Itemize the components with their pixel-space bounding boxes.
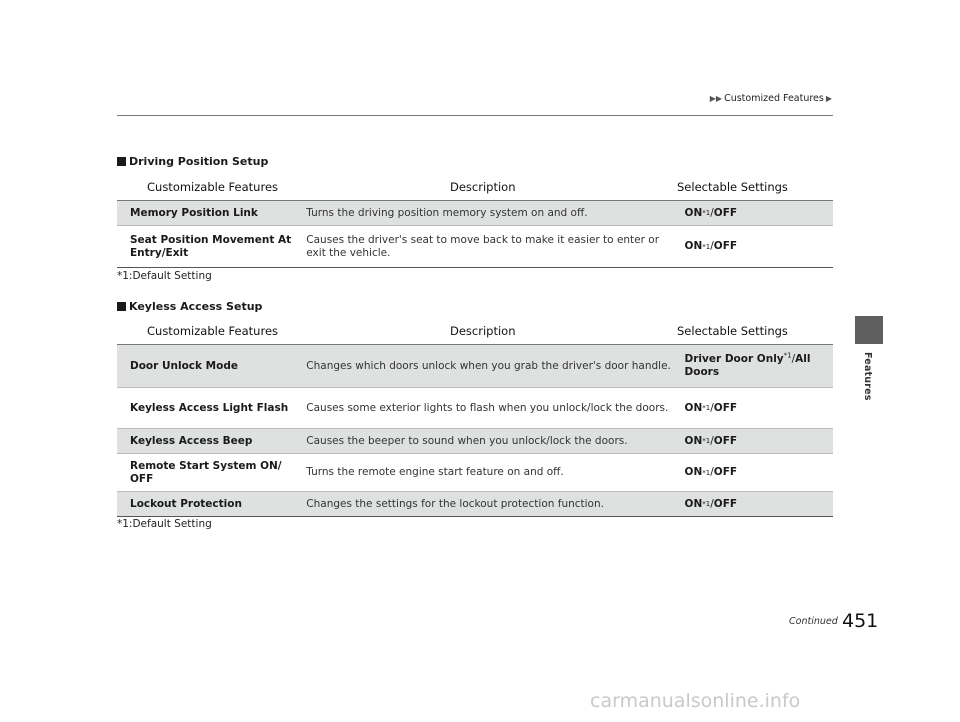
table-header [117, 176, 833, 201]
feature-description: Turns the driving position memory system on and off. [306, 206, 588, 219]
table-row [117, 454, 833, 492]
feature-description: Turns the remote engine start feature on and off. [306, 466, 564, 478]
feature-description: Changes which doors unlock when you grab the driver's door handle. [306, 359, 671, 372]
continued-label: Continued [789, 616, 838, 627]
feature-description: Causes the beeper to sound when you unlock/lock the doors. [306, 434, 628, 447]
selectable-setting: ON *1 / OFF [684, 240, 738, 252]
breadcrumb [710, 93, 832, 104]
feature-name: Keyless Access Light Flash [130, 401, 289, 414]
keyless-access-table [117, 320, 833, 517]
table-header [117, 320, 833, 345]
feature-description: Changes the settings for the lockout protection function. [306, 497, 604, 510]
column-header: Description [450, 324, 516, 338]
footnote: *1:Default Setting [117, 270, 212, 282]
feature-name: Remote Start System ON/ OFF [130, 459, 282, 485]
footnote: *1:Default Setting [117, 518, 212, 530]
table-row [117, 201, 833, 226]
triangle-right-icon: ▶ [825, 94, 832, 103]
column-header: Customizable Features [147, 180, 279, 194]
section-title-keyless-access: Keyless Access Setup [117, 300, 262, 313]
feature-name: Keyless Access Beep [130, 434, 253, 447]
breadcrumb-label: Customized Features [724, 93, 824, 104]
feature-name: Memory Position Link [130, 206, 258, 219]
selectable-setting: ON *1 / OFF [684, 497, 738, 510]
table-row [117, 492, 833, 517]
column-header: Selectable Settings [677, 180, 788, 194]
selectable-setting: ON *1 / OFF [684, 466, 738, 478]
page-number: 451 [842, 610, 879, 632]
column-header: Customizable Features [147, 324, 279, 338]
section-title-driving-position: Driving Position Setup [117, 155, 268, 168]
feature-name: Lockout Protection [130, 497, 242, 510]
column-header: Selectable Settings [677, 324, 788, 338]
selectable-setting: ON *1 / OFF [684, 206, 738, 219]
table-row [117, 345, 833, 388]
chapter-tab-marker [855, 316, 883, 344]
driving-position-table [117, 176, 833, 268]
feature-description: Causes the driver's seat to move back to make it easier to enter or exit the vehicle. [306, 233, 660, 259]
feature-name: Seat Position Movement At Entry/Exit [130, 233, 292, 259]
selectable-setting: Driver Door Only$^{*1}$/All Doors [684, 351, 811, 378]
header-divider [117, 115, 833, 116]
selectable-setting: ON *1 / OFF [684, 434, 738, 447]
column-header: Description [450, 180, 516, 194]
table-row [117, 226, 833, 268]
triangle-right-icon: ▶▶ [709, 94, 723, 103]
feature-description: Causes some exterior lights to flash when you unlock/lock the doors. [306, 401, 669, 414]
square-bullet-icon [117, 302, 126, 311]
table-row [117, 429, 833, 454]
chapter-tab-label: Features [862, 352, 873, 401]
square-bullet-icon [117, 157, 126, 166]
feature-name: Door Unlock Mode [130, 359, 238, 372]
table-row [117, 388, 833, 429]
watermark-text: carmanualsonline.info [590, 690, 801, 712]
selectable-setting: ON *1 / OFF [684, 401, 738, 414]
